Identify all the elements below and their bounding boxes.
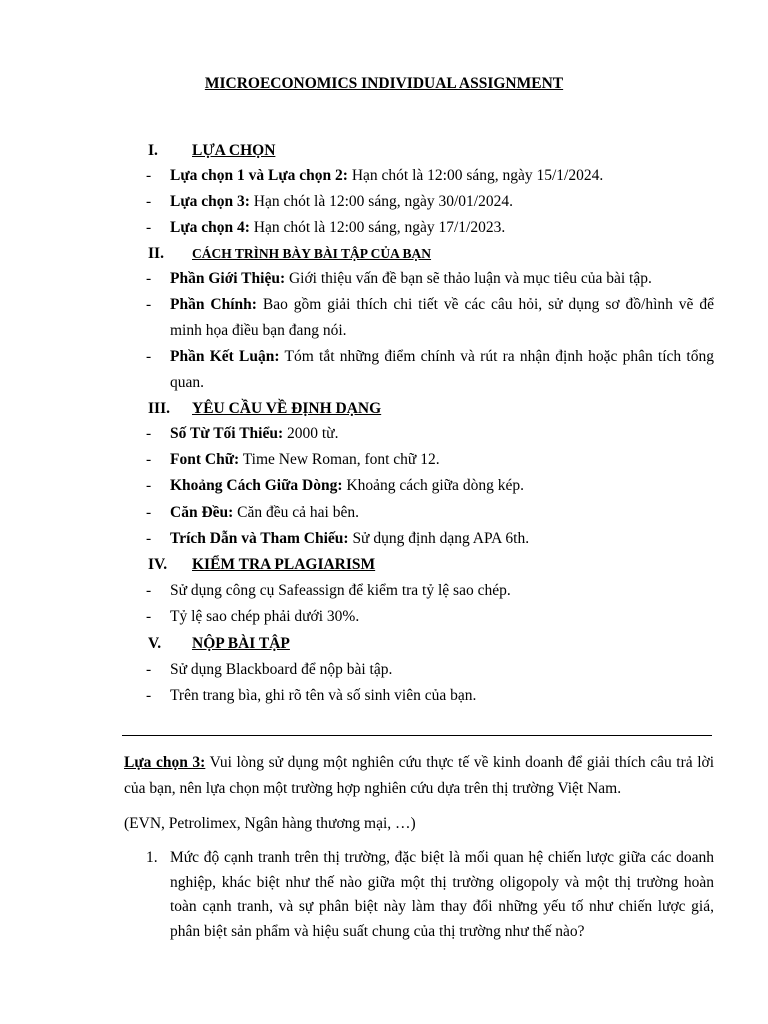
item-label: Font Chữ:	[170, 451, 240, 468]
list-item	[146, 163, 714, 189]
item-text: Bao gồm giải thích chi tiết về các câu hỏi, sử dụng sơ đồ/hình vẽ để minh họa điều bạn đang nói.	[170, 296, 714, 339]
list-item	[146, 473, 714, 499]
list-item	[146, 683, 714, 709]
item-text: Căn đều cả hai bên.	[233, 504, 359, 521]
section-number: III.	[148, 400, 170, 417]
section-number: V.	[148, 635, 162, 652]
section-title: YÊU CẦU VỀ ĐỊNH DẠNG	[192, 400, 382, 417]
list-item	[146, 447, 714, 473]
list-item	[146, 421, 714, 447]
bullet: -	[146, 504, 152, 521]
item-label: Số Từ Tối Thiểu:	[170, 425, 284, 442]
section-heading-4	[148, 555, 375, 575]
bullet: -	[146, 167, 152, 184]
list-item	[146, 604, 714, 630]
item-text: Hạn chót là 12:00 sáng, ngày 15/1/2024.	[347, 167, 604, 184]
bullet: -	[146, 530, 152, 547]
item-text: Hạn chót là 12:00 sáng, ngày 17/1/2023.	[249, 219, 506, 236]
list-item	[146, 526, 714, 552]
item-label: Phần Kết Luận:	[170, 348, 280, 365]
section-number: IV.	[148, 556, 168, 573]
numbered-question	[146, 846, 714, 944]
list-item	[146, 500, 714, 526]
item-label: Phần Chính:	[170, 296, 257, 313]
bullet: -	[146, 219, 152, 236]
item-text: Sử dụng công cụ Safeassign để kiểm tra tỷ lệ sao chép.	[170, 582, 511, 599]
horizontal-divider	[122, 735, 712, 736]
list-item	[146, 578, 714, 604]
item-text: Hạn chót là 12:00 sáng, ngày 30/01/2024.	[249, 193, 513, 210]
option-3-text: Vui lòng sử dụng một nghiên cứu thực tế về kinh doanh để giải thích câu trả lời của bạn, nên lựa chọn một trường hợp nghiên cứu dựa trên thị trường Việt Nam.	[124, 754, 714, 797]
item-text: 2000 từ.	[283, 425, 339, 442]
item-text: Sử dụng định dạng APA 6th.	[348, 530, 530, 547]
list-item	[146, 189, 714, 215]
list-item	[146, 266, 714, 292]
item-label: Phần Giới Thiệu:	[170, 270, 286, 287]
section-number: II.	[148, 245, 164, 262]
page-title: MICROECONOMICS INDIVIDUAL ASSIGNMENT	[204, 75, 564, 92]
bullet: -	[146, 296, 152, 313]
item-label: Trích Dẫn và Tham Chiếu:	[170, 530, 349, 547]
item-text: Time New Roman, font chữ 12.	[239, 451, 440, 468]
question-number: 1.	[146, 849, 158, 866]
item-text: Sử dụng Blackboard để nộp bài tập.	[170, 661, 393, 678]
section-heading-2	[148, 244, 431, 264]
item-text: Tóm tắt những điểm chính và rút ra nhận định hoặc phân tích tổng quan.	[170, 348, 714, 391]
item-label: Lựa chọn 1 và Lựa chọn 2:	[170, 167, 348, 184]
bullet: -	[146, 661, 152, 678]
list-item	[146, 344, 714, 396]
bullet: -	[146, 687, 152, 704]
option-3-paragraph	[124, 750, 714, 802]
section-number: I.	[148, 142, 158, 159]
option-3-label: Lựa chọn 3:	[124, 754, 206, 771]
examples-line: (EVN, Petrolimex, Ngân hàng thương mại, …)	[124, 815, 416, 832]
item-label: Lựa chọn 4:	[170, 219, 250, 236]
section-title: CÁCH TRÌNH BÀY BÀI TẬP CỦA BẠN	[192, 246, 432, 261]
item-label: Căn Đều:	[170, 504, 234, 521]
list-item	[146, 657, 714, 683]
item-text: Trên trang bìa, ghi rõ tên và số sinh viên của bạn.	[170, 687, 477, 704]
item-text: Giới thiệu vấn đề bạn sẽ thảo luận và mục tiêu của bài tập.	[285, 270, 652, 287]
bullet: -	[146, 270, 152, 287]
item-text: Khoảng cách giữa dòng kép.	[342, 477, 524, 494]
bullet: -	[146, 582, 152, 599]
section-heading-3	[148, 399, 381, 419]
bullet: -	[146, 348, 152, 365]
bullet: -	[146, 451, 152, 468]
question-text: Mức độ cạnh tranh trên thị trường, đặc biệt là mối quan hệ chiến lược giữa các doanh nghiệp, khác biệt như thế nào giữa một thị trường oligopoly và một thị trường hoàn toàn cạnh tranh, và sự phân biệt này làm thay đổi những yếu tố như chiến lược giá, phân biệt sản phẩm và hiệu suất chung của thị trường như thế nào?	[170, 849, 714, 940]
bullet: -	[146, 608, 152, 625]
section-heading-1	[148, 141, 275, 161]
list-item	[146, 292, 714, 344]
bullet: -	[146, 193, 152, 210]
bullet: -	[146, 425, 152, 442]
bullet: -	[146, 477, 152, 494]
section-title: KIỂM TRA PLAGIARISM	[192, 556, 376, 573]
item-text: Tỷ lệ sao chép phải dưới 30%.	[170, 608, 360, 625]
item-label: Khoảng Cách Giữa Dòng:	[170, 477, 343, 494]
section-title: NỘP BÀI TẬP	[192, 635, 290, 652]
section-heading-5	[148, 634, 290, 654]
item-label: Lựa chọn 3:	[170, 193, 250, 210]
list-item	[146, 215, 714, 241]
section-title: LỰA CHỌN	[192, 142, 276, 159]
